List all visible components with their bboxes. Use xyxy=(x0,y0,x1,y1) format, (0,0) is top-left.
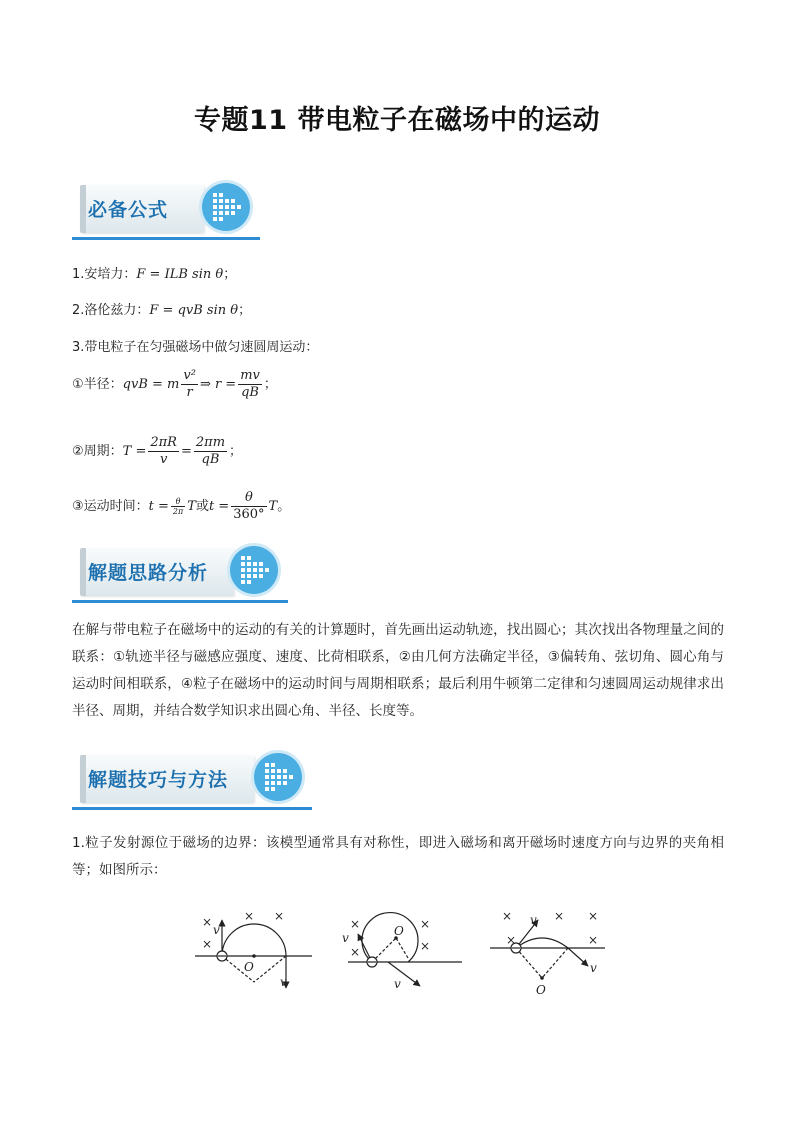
section-label: 必备公式 xyxy=(88,199,169,221)
formula-expression: T = xyxy=(122,444,147,459)
fraction-denominator: qB xyxy=(201,452,220,467)
formula-uniform-motion: 3.带电粒子在匀强磁场中做匀速圆周运动： xyxy=(72,340,319,355)
fraction-numerator: mv xyxy=(240,368,260,383)
section-header-methods xyxy=(72,753,332,811)
formula-radius xyxy=(72,368,277,401)
formula-lorentz xyxy=(72,299,251,318)
formula-expression: T xyxy=(187,499,196,514)
punctuation: 。 xyxy=(277,499,291,514)
section-label: 解题思路分析 xyxy=(88,562,209,584)
section-underline xyxy=(72,237,260,240)
punctuation: ； xyxy=(223,267,237,282)
field-cross: × xyxy=(506,933,517,947)
field-cross: × xyxy=(202,937,213,951)
fraction-denominator: r xyxy=(186,385,193,400)
formula-expression: T xyxy=(268,499,278,514)
formula-ampere xyxy=(72,263,236,282)
page-title: 专题11 带电粒子在磁场中的运动 xyxy=(194,105,600,136)
boundary-emission-figures xyxy=(190,898,610,998)
methods-paragraph: 1.粒子发射源位于磁场的边界：该模型通常具有对称性，即进入磁场和离开磁场时速度方向与边界的夹角相等；如图所示： xyxy=(72,835,724,878)
fraction-denominator: 360° xyxy=(233,507,265,522)
punctuation: ； xyxy=(229,444,243,459)
center-label: O xyxy=(536,983,546,997)
fraction-denominator: v xyxy=(159,452,168,467)
fraction-denominator: 2π xyxy=(172,507,184,516)
field-cross: × xyxy=(502,909,513,923)
fraction-numerator: 2πm xyxy=(195,435,226,450)
fraction xyxy=(194,435,227,468)
fraction xyxy=(171,497,185,516)
conjunction: 或 xyxy=(195,499,209,514)
fraction xyxy=(238,368,262,401)
section-header-formulas xyxy=(72,183,272,241)
formula-expression: t = xyxy=(148,499,169,514)
formula-expression: qvB = m xyxy=(122,377,180,392)
fraction-numerator: v² xyxy=(183,368,196,383)
velocity-label: v xyxy=(213,923,220,937)
center-label: O xyxy=(394,924,404,938)
section-underline xyxy=(72,600,288,603)
fraction xyxy=(181,368,198,401)
formula-expression: = xyxy=(180,444,192,459)
field-cross: × xyxy=(244,909,255,923)
fraction xyxy=(231,490,266,523)
field-cross: × xyxy=(202,915,213,929)
formula-expression: ⇒ r = xyxy=(199,377,237,392)
formula-label: 1.安培力： xyxy=(72,267,137,282)
center-label: O xyxy=(244,960,254,974)
dot-grid-icon xyxy=(202,183,250,231)
velocity-label: v xyxy=(530,913,537,927)
fraction-numerator: 2πR xyxy=(150,435,177,450)
punctuation: ； xyxy=(263,377,277,392)
fraction-numerator: θ xyxy=(171,497,185,507)
field-cross: × xyxy=(420,917,431,931)
dot-grid-icon xyxy=(254,753,302,801)
field-cross: × xyxy=(554,909,565,923)
section-header-analysis xyxy=(72,546,312,604)
formula-period xyxy=(72,435,242,468)
section-label: 解题技巧与方法 xyxy=(88,769,229,791)
formula-label: 2.洛伦兹力： xyxy=(72,303,150,318)
formula-expression: t = xyxy=(208,499,230,514)
dot-grid-icon xyxy=(230,546,278,594)
formula-label: ③运动时间： xyxy=(72,499,149,514)
field-cross: × xyxy=(350,945,361,959)
formula-expression: F = qvB sin θ xyxy=(149,303,239,318)
field-cross: × xyxy=(588,933,599,947)
formula-label: ①半径： xyxy=(72,377,123,392)
field-cross: × xyxy=(274,909,285,923)
field-cross: × xyxy=(350,917,361,931)
section-underline xyxy=(72,807,312,810)
figure-2 xyxy=(348,913,462,986)
velocity-label: v xyxy=(280,975,287,989)
fraction-denominator: qB xyxy=(241,385,259,400)
formula-label: ②周期： xyxy=(72,444,123,459)
velocity-label: v xyxy=(590,961,597,975)
fraction xyxy=(148,435,179,468)
formula-time xyxy=(72,490,290,523)
field-cross: × xyxy=(588,909,599,923)
field-cross: × xyxy=(420,939,431,953)
punctuation: ； xyxy=(238,303,252,318)
fraction-numerator: θ xyxy=(231,490,266,507)
analysis-paragraph: 在解与带电粒子在磁场中的运动的有关的计算题时，首先画出运动轨迹，找出圆心；其次找出各物理量之间的联系：①轨迹半径与磁感应强度、速度、比荷相联系，②由几何方法确定半径，③偏转角、弦切角、圆心角与运动时间相联系，④粒子在磁场中的运动时间与周期相联系；最后利用牛顿第二定律和匀速圆周运动规律求出半径、周期，并结合数学知识求出圆心角、半径、长度等。 xyxy=(72,622,724,719)
figure-3 xyxy=(490,920,605,980)
velocity-label: v xyxy=(342,931,349,945)
formula-expression: F = ILB sin θ xyxy=(136,267,224,282)
velocity-label: v xyxy=(394,977,401,991)
